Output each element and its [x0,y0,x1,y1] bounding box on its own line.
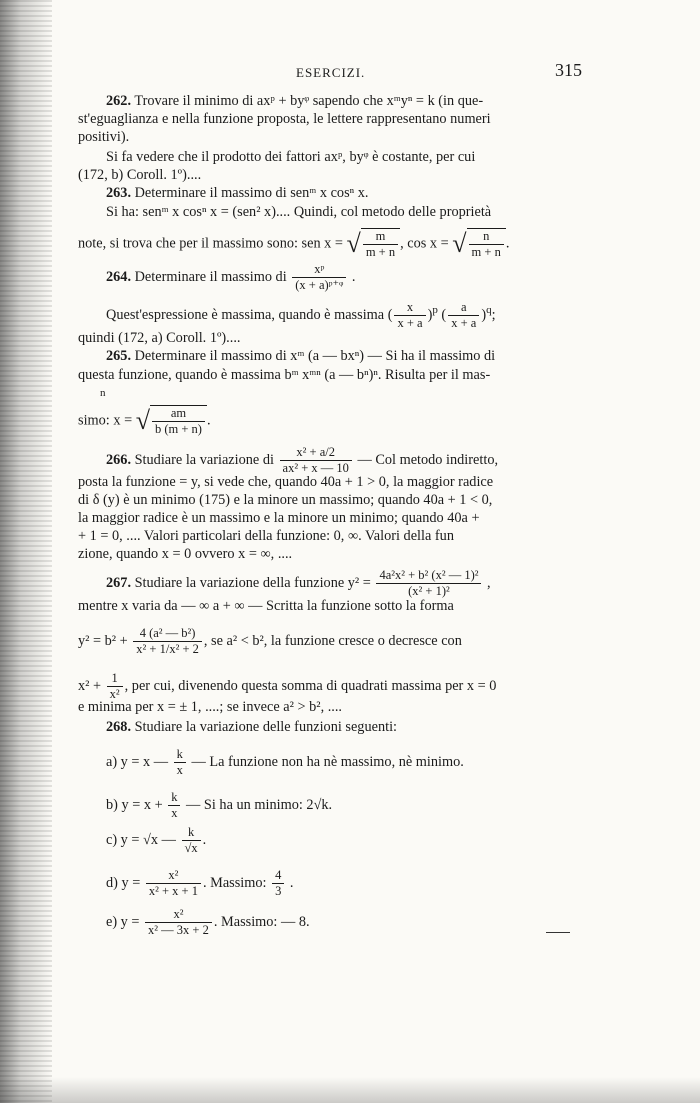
sqrt-sign: √ $\frac{n}{m + n}$ [452,228,506,260]
exercise-number: 263. [106,185,132,201]
exercise-267-line4: x² + $\frac{1}{\text{x²}}$ , per cui, divenendo questa somma di quadrati massima per x = 0 [78,671,497,701]
exercise-number: 262. [106,93,132,109]
exercise-268-item-b: b) y = x + $\frac{k}{x}$ — Si ha un minimo: 2√k. [106,790,333,820]
exercise-264-line1: 264. Determinare il massimo di $\frac{\text{xᵖ}}{\text{(x + a)ᵖ⁺ᵠ}}$ . [106,262,356,292]
exercise-267-line3: y² = b² + $\frac{\text{4 (a² — b²)}}{\text{x² + 1/x² + 2}}$ , se a² < b², la funzione cresce o decresce con [78,626,462,656]
exercise-number: 267. [106,574,132,591]
exercise-268-item-a: a) y = x — $\frac{k}{x}$ — La funzione non ha nè massimo, nè minimo. [106,747,464,777]
exercise-266-line1: 266. Studiare la variazione di $\frac{\text{x² + a/2}}{\text{ax² + x — 10}}$ — Col metodo indiretto, [106,445,499,475]
exercise-266-line5: + 1 = 0, .... Valori particolari della funzione: 0, ∞. Valori della fun [78,528,454,544]
exercise-number: 264. [106,268,132,285]
exercise-267-line2: mentre x varia da — ∞ a + ∞ — Scritta la funzione sotto la forma [78,598,454,614]
exercise-number: 268. [106,719,132,735]
exercise-262-line2: st'eguaglianza e nella funzione proposta, le lettere rappresentano numeri [78,111,491,127]
sqrt-sign: √ $\frac{am}{b (m + n)}$ [136,405,207,437]
exercise-264-line3: quindi (172, a) Coroll. 1º).... [78,330,241,346]
exercise-267-line5: e minima per x = ± 1, ....; se invece a² > b², .... [78,699,343,715]
exercise-263-line2: Si ha: senᵐ x cosⁿ x = (sen² x).... Quindi, col metodo delle proprietà [106,204,492,220]
running-header: ESERCIZI. [296,65,366,80]
exercise-266-line4: la maggior radice è un massimo e la minore un minimo; quando 40a + [78,510,480,526]
exercise-265-line2: questa funzione, quando è massima bᵐ xᵐⁿ (a — bⁿ)ⁿ. Risulta per il mas- [78,367,491,383]
end-rule [546,932,570,933]
exercise-267-line1: 267. Studiare la variazione della funzione y² = $\frac{\text{4a²x² + b² (x² — 1)²}}{\text{(x² + 1)²}}$ , [106,568,491,598]
root-index: n [100,387,106,399]
page-bottom-shadow [0,1077,700,1103]
exercise-262-line5: (172, b) Coroll. 1º).... [78,167,202,183]
exercise-262-line4: Si fa vedere che il prodotto dei fattori axᵖ, byᵠ è costante, per cui [106,149,476,165]
exercise-266-line3: di δ (y) è un minimo (175) e la minore un massimo; quando 40a + 1 < 0, [78,492,493,508]
exercise-number: 265. [106,348,132,364]
exercise-263-line1: 263. Determinare il massimo di senᵐ x cosⁿ x. [106,185,369,201]
exercise-263-line3: note, si trova che per il massimo sono: sen x = √ $\frac{m}{m + n}$ , cos x = √ $\frac{n}{m + n}$ . [78,229,510,259]
exercise-264-line2: Quest'espressione è massima, quando è massima ( $\frac{x}{x + a}$ )$^p$ ( $\frac{a}{x + a}$ )$^q$; [106,300,496,330]
exercise-262-line3: positivi). [78,129,130,145]
exercise-268-item-c: c) y = √x — $\frac{k}{√x}$ . [106,825,207,855]
exercise-262-line1: 262. Trovare il minimo di axᵖ + byᵠ sapendo che xᵐyⁿ = k (in que- [106,93,484,109]
exercise-266-line6: zione, quando x = 0 ovvero x = ∞, .... [78,546,293,562]
exercise-268-line1: 268. Studiare la variazione delle funzioni seguenti: [106,719,398,735]
exercise-265-line1: 265. Determinare il massimo di xᵐ (a — bxⁿ) — Si ha il massimo di [106,348,496,364]
page-edge-shadow [0,0,52,1103]
exercise-268-item-e: e) y = $\frac{\text{x²}}{\text{x² — 3x + 2}}$ . Massimo: — 8. [106,907,310,937]
exercise-266-line2: posta la funzione = y, si vede che, quando 40a + 1 > 0, la maggior radice [78,474,494,490]
sqrt-sign: √ $\frac{m}{m + n}$ [347,228,401,260]
page-number: 315 [555,60,582,80]
exercise-268-item-d: d) y = $\frac{\text{x²}}{\text{x² + x + 1}}$ . Massimo: $\frac{4}{3}$ . [106,868,294,898]
exercise-number: 266. [106,451,132,468]
exercise-265-line3: simo: x = √ $\frac{am}{b (m + n)}$ . [78,406,211,436]
